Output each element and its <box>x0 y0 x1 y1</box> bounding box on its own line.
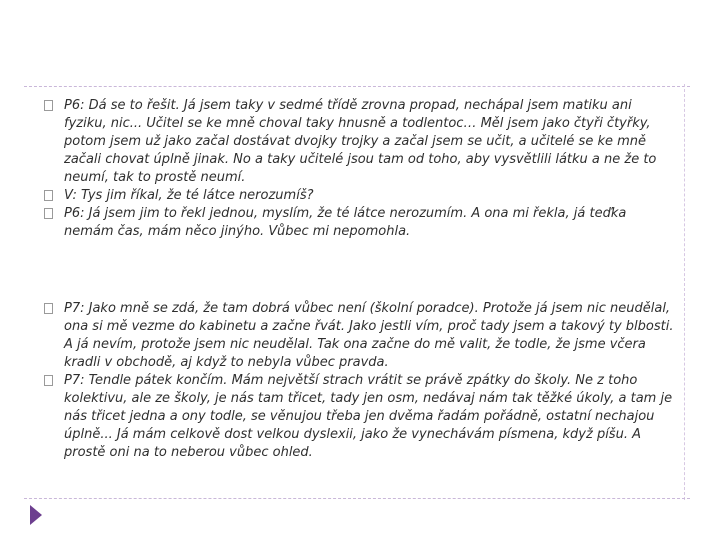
bottom-divider <box>24 498 690 499</box>
next-slide-arrow-icon[interactable] <box>30 505 42 525</box>
quote-text: P7: Tendle pátek končím. Mám největší strach vrátit se právě zpátky do školy. Ne z toho kolektivu, ale ze školy, je nás tam třicet, tady jen osm, nedávaj nám tak těžké úkoly, a tam je nás třicet jedna a ony todle, se věnujou třeba jen dvěma řadám pořádně, ostatní nechajou úplně... Já mám celkově dost velkou dyslexii, jako že vynechávám písmena, když píšu. A prostě oni na to neberou vůbec ohled. <box>64 373 673 460</box>
quote-item <box>44 97 678 187</box>
bullet-box-icon <box>44 375 53 386</box>
quote-item <box>44 372 678 462</box>
top-divider <box>24 86 690 87</box>
quote-list-top <box>44 97 678 241</box>
quote-item <box>44 187 678 205</box>
bullet-box-icon <box>44 303 53 314</box>
quote-text: P6: Já jsem jim to řekl jednou, myslím, že té látce nerozumím. A ona mi řekla, já teďka nemám čas, mám něco jinýho. Vůbec mi nepomohla. <box>64 206 627 239</box>
quote-text: P7: Jako mně se zdá, že tam dobrá vůbec není (školní poradce). Protože já jsem nic neudělal, ona si mě vezme do kabinetu a začne řvát. Jako jestli vím, proč tady jsem a takový ty blbosti. A já nevím, protože jsem nic neudělal. Tak ona začne do mě valit, že todle, že jsme včera kradli v obchodě, aj když to nebyla vůbec pravda. <box>64 301 674 370</box>
bullet-box-icon <box>44 190 53 201</box>
quote-text: V: Tys jim říkal, že té látce nerozumíš? <box>64 188 314 203</box>
bullet-box-icon <box>44 208 53 219</box>
quote-list-bottom <box>44 300 678 462</box>
bullet-box-icon <box>44 100 53 111</box>
quote-item <box>44 300 678 372</box>
quote-item <box>44 205 678 241</box>
quote-text: P6: Dá se to řešit. Já jsem taky v sedmé třídě zrovna propad, nechápal jsem matiku ani fyziku, nic... Učitel se ke mně choval taky hnusně a todlentoc… Měl jsem jako čtyři čtyřky, potom jsem už jako začal dostávat dvojky trojky a začal jsem se učit, a učitelé se ke mně začali chovat úplně jinak. No a taky učitelé jsou tam od toho, aby vysvětlili látku a ne že to neumí, tak to prostě neumí. <box>64 98 657 185</box>
right-divider <box>684 84 685 500</box>
